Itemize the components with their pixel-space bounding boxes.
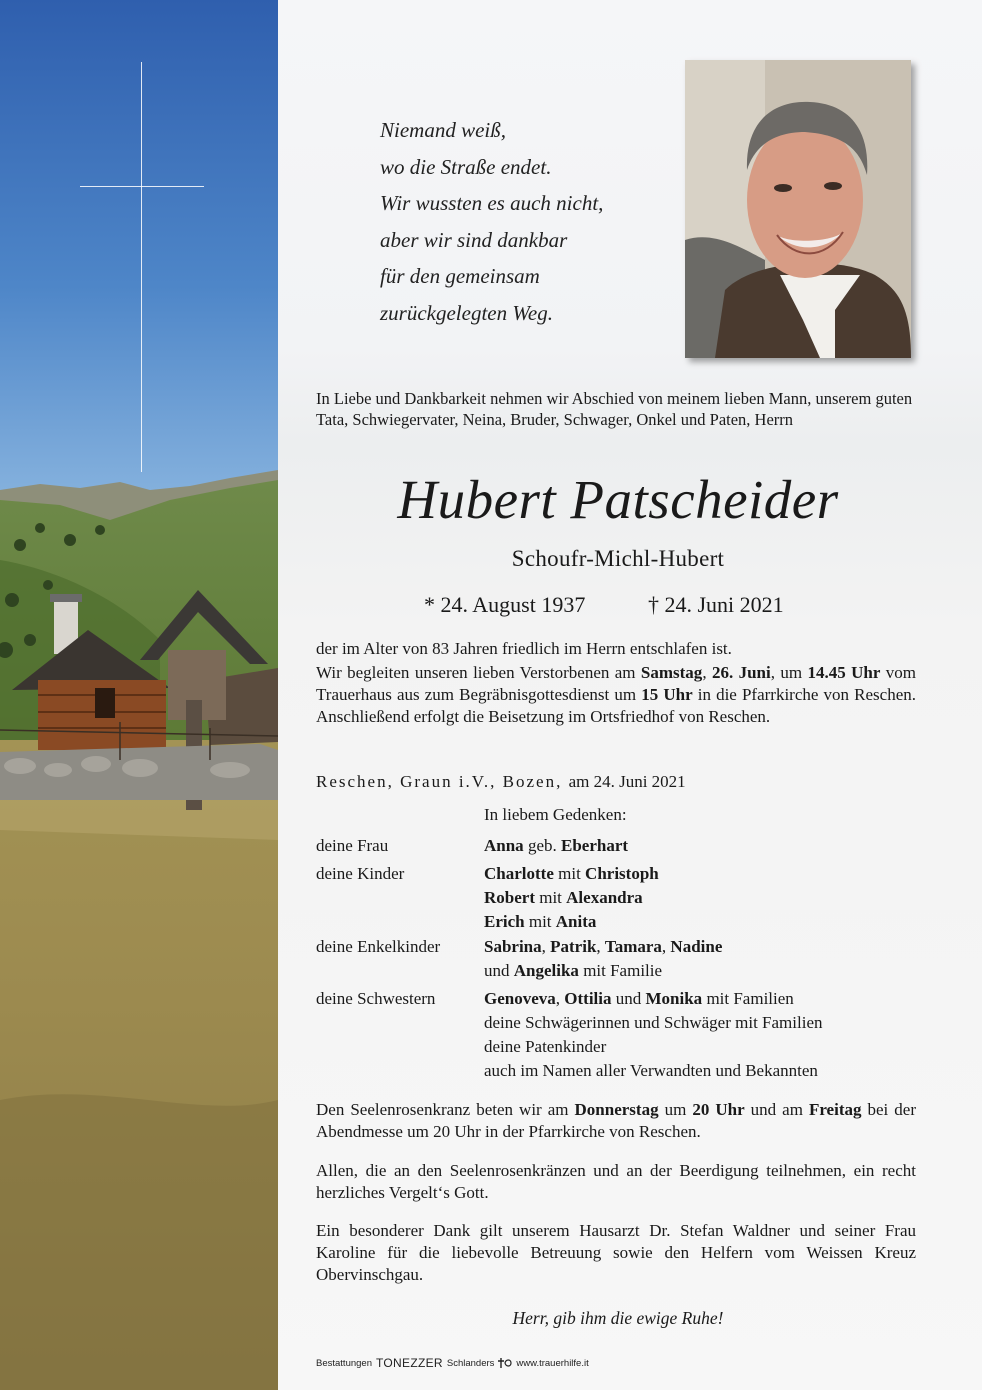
in-memory-heading: In liebem Gedenken: — [484, 805, 627, 824]
family-member: Sabrina — [484, 937, 542, 956]
family-sisters — [484, 987, 823, 1083]
poem-line: aber wir sind dankbar — [380, 227, 568, 252]
poem-line: Niemand weiß, — [380, 118, 506, 142]
deceased-nickname: Schoufr-Michl-Hubert — [511, 546, 725, 571]
family-text: , — [555, 989, 565, 1008]
family-wife — [484, 834, 628, 858]
closing-prayer: Herr, gib ihm die ewige Ruhe! — [512, 1308, 724, 1328]
family-children — [484, 862, 659, 934]
family-line: deine Patenkinder — [484, 1037, 607, 1056]
rosary-day: Donnerstag — [574, 1100, 659, 1119]
family-member: Nadine — [670, 937, 723, 956]
rosary-day: Freitag — [808, 1100, 862, 1119]
family-member: Robert — [484, 888, 535, 907]
funeral-day: Samstag — [640, 663, 703, 682]
footer-town: Schlanders — [446, 1357, 495, 1369]
funeral-date: 26. Juni — [711, 663, 771, 682]
family-text: mit — [534, 888, 567, 907]
poem-line: für den gemeinsam — [380, 264, 540, 288]
family-grandchildren — [484, 935, 722, 983]
age-text: der im Alter von 83 Jahren friedlich im Herrn entschlafen ist. — [316, 639, 732, 658]
family-text: , — [541, 937, 551, 956]
family-member: Tamara — [604, 937, 662, 956]
family-member: Charlotte — [484, 864, 554, 883]
family-member: Genoveva — [484, 989, 556, 1008]
deceased-name: Hubert Patscheider — [397, 469, 839, 530]
family-member: Christoph — [585, 864, 659, 883]
rosary-time: 20 Uhr — [692, 1100, 745, 1119]
trauerhilfe-logo-icon — [498, 1357, 512, 1369]
family-label-children: deine Kinder — [316, 864, 405, 883]
rosary-text: bei der Abendmesse um 20 Uhr in der Pfarrkirche von Reschen. — [316, 1100, 916, 1141]
family-member: Ottilia — [564, 989, 612, 1008]
footer-url[interactable]: www.trauerhilfe.it — [516, 1357, 589, 1369]
family-label-wife: deine Frau — [316, 836, 389, 855]
cross-vertical-line — [141, 62, 142, 472]
family-text: mit — [553, 864, 586, 883]
family-text: mit Familien — [702, 989, 794, 1008]
family-member: Angelika — [513, 961, 579, 980]
poem-line: Wir wussten es auch nicht, — [380, 191, 604, 215]
family-text: mit Familie — [578, 961, 663, 980]
poem-line: wo die Straße endet. — [380, 154, 552, 179]
place-date — [316, 772, 686, 792]
funeral-info — [316, 662, 916, 728]
family-text: , — [661, 937, 671, 956]
family-text: und — [611, 989, 646, 1008]
funeral-text: , — [702, 663, 712, 682]
family-text: geb. — [523, 836, 561, 855]
thanks-special: Ein besonderer Dank gilt unserem Hausarzt Dr. Stefan Waldner und seiner Frau Karoline für die liebevolle Betreuung sowie den Helfern vom Weissen Kreuz Obervinschgau. — [316, 1221, 916, 1284]
funeral-text: vom Trauerhaus aus zum Begräbnisgottesdienst um — [316, 663, 916, 704]
family-member: Anna — [484, 836, 524, 855]
family-text: mit — [524, 912, 556, 931]
footer-credits — [316, 1356, 589, 1370]
death-date: † 24. Juni 2021 — [648, 592, 784, 617]
place-names: Reschen, Graun i.V., Bozen, — [316, 772, 563, 791]
family-label-grandchildren: deine Enkelkinder — [316, 937, 441, 956]
family-text: und — [484, 961, 514, 980]
family-line: deine Schwägerinnen und Schwäger mit Familien — [484, 1013, 823, 1032]
funeral-text: Wir begleiten unseren lieben Verstorbenen am — [316, 663, 641, 682]
family-member: Monika — [645, 989, 703, 1008]
memorial-poem — [380, 112, 603, 331]
mass-time: 15 Uhr — [641, 685, 693, 704]
family-label-sisters: deine Schwestern — [316, 989, 436, 1008]
family-member: Erich — [484, 912, 525, 931]
funeral-text: in die Pfarrkirche von Reschen. Anschließend erfolgt die Beisetzung im Ortsfriedhof von Reschen. — [316, 685, 916, 726]
funeral-time: 14.45 Uhr — [807, 663, 881, 682]
rosary-text: und am — [744, 1100, 809, 1119]
landscape-image — [0, 0, 278, 1390]
footer-brand: TONEZZER — [376, 1356, 443, 1370]
notice-date: am 24. Juni 2021 — [568, 772, 686, 791]
rosary-text: Den Seelenrosenkranz beten wir am — [316, 1100, 575, 1119]
family-line: auch im Namen aller Verwandten und Bekannten — [484, 1061, 818, 1080]
funeral-text: , um — [770, 663, 808, 682]
cross-horizontal-line — [80, 186, 204, 187]
birth-date: * 24. August 1937 — [424, 592, 586, 617]
family-member: Eberhart — [560, 836, 629, 855]
rosary-text: um — [658, 1100, 693, 1119]
portrait-photo — [685, 60, 911, 358]
rosary-info — [316, 1099, 916, 1143]
family-member: Anita — [555, 912, 597, 931]
poem-line: zurückgelegten Weg. — [380, 300, 554, 325]
family-member: Alexandra — [566, 888, 643, 907]
thanks-all: Allen, die an den Seelenrosenkränzen und an der Beerdigung teilnehmen, ein recht herzliches Vergelt‘s Gott. — [316, 1161, 916, 1202]
intro-text: In Liebe und Dankbarkeit nehmen wir Abschied von meinem lieben Mann, unserem guten Tata, Schwiegervater, Neina, Bruder, Schwager, Onkel und Paten, Herrn — [316, 389, 913, 429]
family-member: Patrik — [550, 937, 597, 956]
family-text: , — [596, 937, 605, 956]
footer-prefix: Bestattungen — [316, 1357, 372, 1369]
